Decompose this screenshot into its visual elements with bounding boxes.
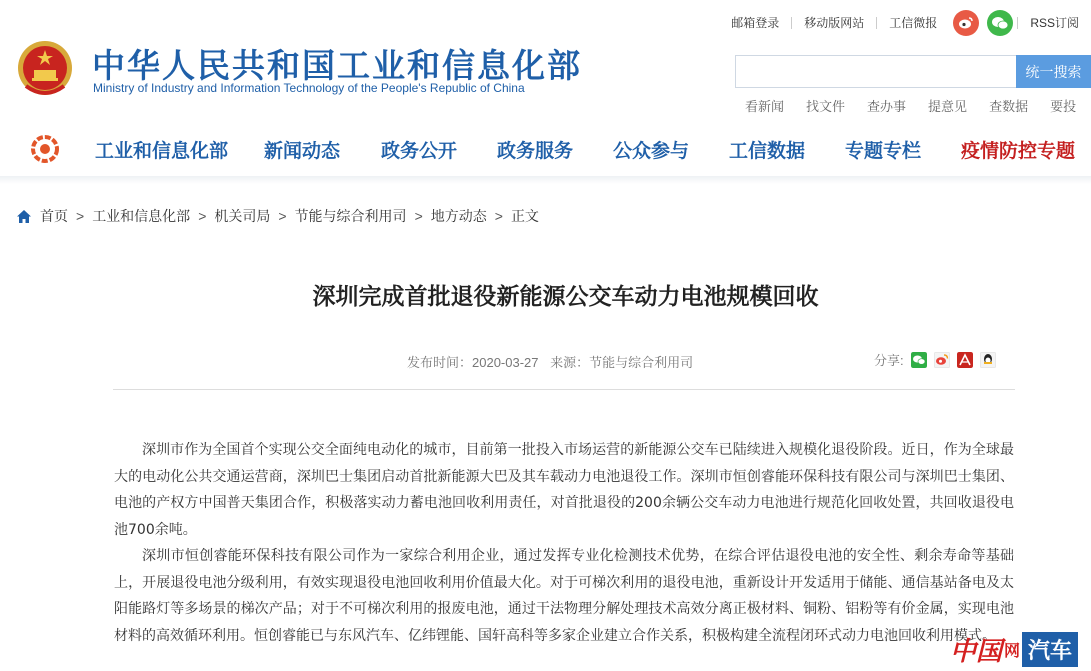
quick-link-files[interactable]: 找文件 [806, 99, 846, 114]
search-input[interactable] [735, 55, 1017, 88]
site-subtitle: Ministry of Industry and Information Technology of the People's Republic of China [93, 81, 525, 95]
search-button[interactable]: 统一搜索 [1016, 55, 1091, 88]
wechat-news-link[interactable]: 工信微报 [889, 16, 938, 30]
nav-public-participation[interactable]: 公众参与 [613, 140, 690, 162]
breadcrumb-ministry[interactable]: 工业和信息化部 [92, 208, 191, 224]
breadcrumb-separator: > [76, 208, 85, 224]
quick-link-feedback[interactable]: 提意见 [928, 99, 968, 114]
share-label: 分享: [874, 353, 904, 368]
breadcrumb-separator: > [494, 208, 503, 224]
breadcrumb [16, 206, 539, 226]
quick-link-news[interactable]: 看新闻 [745, 99, 785, 114]
breadcrumb-separator: > [198, 208, 207, 224]
publish-date: 发布时间：2020-03-27 [407, 355, 539, 370]
national-emblem-icon[interactable] [16, 38, 74, 100]
nav-topics[interactable]: 专题专栏 [845, 140, 922, 162]
share-bar [874, 350, 996, 369]
nav-ministry[interactable]: 工业和信息化部 [95, 140, 229, 162]
breadcrumb-home[interactable]: 首页 [40, 208, 68, 224]
qq-share-icon[interactable] [980, 352, 996, 368]
site-title[interactable]: 中华人民共和国工业和信息化部 [92, 46, 582, 85]
weibo-share-icon[interactable] [934, 352, 950, 368]
watermark-auto: 汽车 [1022, 632, 1078, 667]
chinanet-auto-watermark [950, 627, 1091, 671]
pdf-share-icon[interactable] [957, 352, 973, 368]
main-nav [0, 128, 1091, 168]
mail-login-link[interactable]: 邮箱登录 [719, 17, 792, 29]
article-meta [407, 352, 701, 371]
breadcrumb-current: 正文 [510, 208, 539, 224]
quick-links [745, 96, 1091, 115]
breadcrumb-separator: > [414, 208, 423, 224]
article-body [114, 437, 1014, 649]
watermark-net: 网 [1004, 642, 1021, 660]
nav-government-services[interactable]: 政务服务 [497, 140, 574, 162]
article-paragraph: 深圳市恒创睿能环保科技有限公司作为一家综合利用企业，通过发挥专业化检测技术优势，在综合评估退役电池的安全性、剩余寿命等基础上，开展退役电池分级利用，有效实现退役电池回收利用价值最大化。对于可梯次利用的退役电池，重新设计开发适用于储能、通信基站备电及太阳能路灯等多场景的梯次产品；对于不可梯次利用的报废电池，通过干法物理分解处理技术高效分离正极材料、铜粉、铝粉等有价金属，实现电池材料的高效循环利用。恒创睿能已与东风汽车、亿纬锂能、国轩高科等多家企业建立合作关系，积极构建全流程闭环式动力电池回收利用模式。 [114, 548, 1014, 644]
article-paragraph: 深圳市作为全国首个实现公交全面纯电动化的城市，目前第一批投入市场运营的新能源公交车已陆续进入规模化退役阶段。近日，作为全球最大的电动化公共交通运营商，深圳巴士集团启动首批新能源大巴及其车载动力电池退役工作。深圳市恒创睿能环保科技有限公司与深圳巴士集团、电池的产权方中国普天集团合作，积极落实动力蓄电池回收利用责任，对首批退役的200余辆公交车动力电池进行规范化回收处置，共回收退役电池700余吨。 [114, 442, 1014, 538]
breadcrumb-separator: > [278, 208, 287, 224]
mobile-site-link[interactable]: 移动版网站 [792, 17, 877, 29]
rss-link[interactable]: RSS订阅 [1017, 17, 1091, 29]
nav-epidemic[interactable]: 疫情防控专题 [961, 140, 1076, 162]
breadcrumb-bureaus[interactable]: 机关司局 [214, 208, 271, 224]
header-divider [0, 176, 1091, 184]
article-divider [113, 389, 1015, 390]
ministry-logo-icon[interactable] [30, 134, 60, 164]
wechat-icon[interactable] [987, 10, 1013, 36]
quick-link-more[interactable]: 要投 [1050, 99, 1077, 114]
breadcrumb-local-news[interactable]: 地方动态 [430, 208, 487, 224]
quick-link-data[interactable]: 查数据 [989, 99, 1029, 114]
article-title: 深圳完成首批退役新能源公交车动力电池规模回收 [312, 284, 819, 310]
weibo-icon[interactable] [953, 10, 979, 36]
breadcrumb-energy-dept[interactable]: 节能与综合利用司 [294, 208, 407, 224]
quick-link-services[interactable]: 查办事 [867, 99, 907, 114]
nav-data[interactable]: 工信数据 [729, 140, 806, 162]
top-links [719, 8, 1091, 38]
article-source: 来源：节能与综合利用司 [550, 355, 694, 370]
site-header [0, 0, 1091, 182]
home-icon[interactable] [16, 209, 32, 224]
wechat-share-icon[interactable] [911, 352, 927, 368]
watermark-china: 中国 [950, 636, 1003, 667]
nav-news[interactable]: 新闻动态 [264, 140, 341, 162]
nav-government-affairs[interactable]: 政务公开 [381, 140, 458, 162]
